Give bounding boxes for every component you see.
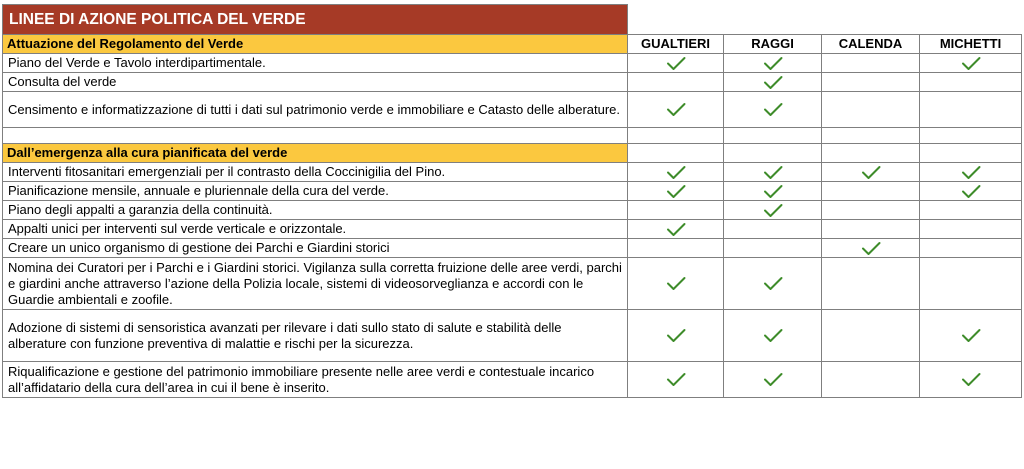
empty-cell <box>920 92 1022 128</box>
checkmark-cell <box>628 310 724 362</box>
empty-cell <box>822 73 920 92</box>
checkmark-icon <box>666 184 686 199</box>
checkmark-icon <box>763 203 783 218</box>
empty-cell <box>3 128 628 144</box>
checkmark-cell <box>628 54 724 73</box>
checkmark-icon <box>763 102 783 117</box>
checkmark-icon <box>961 328 981 343</box>
checkmark-icon <box>961 184 981 199</box>
policy-description: Appalti unici per interventi sul verde verticale e orizzontale. <box>3 220 628 239</box>
checkmark-icon <box>763 56 783 71</box>
checkmark-cell <box>628 92 724 128</box>
policy-row <box>3 54 1022 73</box>
candidate-header: CALENDA <box>822 35 920 54</box>
policy-row <box>3 310 1022 362</box>
empty-cell <box>822 144 920 163</box>
empty-cell <box>822 310 920 362</box>
empty-cell <box>920 128 1022 144</box>
section-heading: Attuazione del Regolamento del Verde <box>3 35 628 54</box>
empty-cell <box>628 73 724 92</box>
title-row <box>3 5 1022 35</box>
checkmark-icon <box>666 165 686 180</box>
policy-row <box>3 362 1022 398</box>
policy-description: Adozione di sistemi di sensoristica avanzati per rilevare i dati sullo stato di salute e stabilità delle alberature con funzione preventiva di malattie e rischi per la sicurezza. <box>3 310 628 362</box>
candidate-header: MICHETTI <box>920 35 1022 54</box>
policy-row <box>3 163 1022 182</box>
empty-cell <box>920 258 1022 310</box>
checkmark-cell <box>724 201 822 220</box>
empty-cell <box>724 239 822 258</box>
empty-cell <box>822 92 920 128</box>
policy-description: Interventi fitosanitari emergenziali per il contrasto della Coccinigilia del Pino. <box>3 163 628 182</box>
empty-cell <box>822 54 920 73</box>
policy-row <box>3 239 1022 258</box>
checkmark-icon <box>666 56 686 71</box>
empty-cell <box>628 128 724 144</box>
checkmark-cell <box>724 310 822 362</box>
checkmark-icon <box>763 276 783 291</box>
empty-cell <box>822 182 920 201</box>
checkmark-icon <box>666 102 686 117</box>
empty-cell <box>628 239 724 258</box>
candidate-header: GUALTIERI <box>628 35 724 54</box>
empty-cell <box>920 239 1022 258</box>
spacer-row <box>3 128 1022 144</box>
checkmark-cell <box>920 54 1022 73</box>
checkmark-cell <box>724 182 822 201</box>
empty-cell <box>628 5 724 35</box>
empty-cell <box>822 128 920 144</box>
policy-description: Consulta del verde <box>3 73 628 92</box>
policy-row <box>3 201 1022 220</box>
empty-cell <box>724 220 822 239</box>
checkmark-cell <box>724 54 822 73</box>
checkmark-cell <box>724 258 822 310</box>
checkmark-cell <box>628 362 724 398</box>
checkmark-cell <box>920 310 1022 362</box>
checkmark-cell <box>920 362 1022 398</box>
empty-cell <box>724 5 1022 35</box>
checkmark-icon <box>763 372 783 387</box>
section-heading: Dall’emergenza alla cura pianificata del verde <box>3 144 628 163</box>
section-header-row <box>3 144 1022 163</box>
checkmark-cell <box>920 163 1022 182</box>
checkmark-icon <box>666 372 686 387</box>
policy-row <box>3 182 1022 201</box>
checkmark-cell <box>628 182 724 201</box>
checkmark-cell <box>724 163 822 182</box>
checkmark-icon <box>666 328 686 343</box>
checkmark-icon <box>861 241 881 256</box>
empty-cell <box>822 220 920 239</box>
checkmark-icon <box>961 372 981 387</box>
empty-cell <box>724 144 822 163</box>
checkmark-cell <box>920 182 1022 201</box>
section-header-row <box>3 35 1022 54</box>
checkmark-cell <box>724 73 822 92</box>
checkmark-icon <box>763 184 783 199</box>
policy-description: Nomina dei Curatori per i Parchi e i Giardini storici. Vigilanza sulla corretta fruizione delle aree verdi, parchi e giardini anche attraverso l’azione della Polizia locale, sistemi di videosorveglianza e accordi con le Guardie ambientali e zoofile. <box>3 258 628 310</box>
policy-comparison-table <box>2 4 1022 398</box>
checkmark-cell <box>724 362 822 398</box>
checkmark-icon <box>961 165 981 180</box>
table-title: LINEE DI AZIONE POLITICA DEL VERDE <box>3 5 628 35</box>
empty-cell <box>822 362 920 398</box>
checkmark-icon <box>763 165 783 180</box>
policy-description: Pianificazione mensile, annuale e pluriennale della cura del verde. <box>3 182 628 201</box>
checkmark-cell <box>822 163 920 182</box>
candidate-header: RAGGI <box>724 35 822 54</box>
checkmark-cell <box>628 163 724 182</box>
checkmark-icon <box>763 328 783 343</box>
policy-description: Riqualificazione e gestione del patrimonio immobiliare presente nelle aree verdi e contestuale incarico all’affidatario della cura dell’area in cui il bene è inserito. <box>3 362 628 398</box>
policy-row <box>3 73 1022 92</box>
checkmark-icon <box>961 56 981 71</box>
policy-description: Piano degli appalti a garanzia della continuità. <box>3 201 628 220</box>
empty-cell <box>822 258 920 310</box>
checkmark-icon <box>666 276 686 291</box>
policy-row <box>3 92 1022 128</box>
checkmark-icon <box>763 75 783 90</box>
empty-cell <box>920 144 1022 163</box>
checkmark-icon <box>666 222 686 237</box>
checkmark-icon <box>861 165 881 180</box>
checkmark-cell <box>724 92 822 128</box>
empty-cell <box>724 128 822 144</box>
empty-cell <box>920 201 1022 220</box>
policy-description: Piano del Verde e Tavolo interdipartimentale. <box>3 54 628 73</box>
policy-row <box>3 258 1022 310</box>
empty-cell <box>628 201 724 220</box>
policy-description: Censimento e informatizzazione di tutti i dati sul patrimonio verde e immobiliare e Catasto delle alberature. <box>3 92 628 128</box>
empty-cell <box>920 220 1022 239</box>
empty-cell <box>920 73 1022 92</box>
checkmark-cell <box>628 220 724 239</box>
policy-description: Creare un unico organismo di gestione dei Parchi e Giardini storici <box>3 239 628 258</box>
checkmark-cell <box>628 258 724 310</box>
policy-row <box>3 220 1022 239</box>
checkmark-cell <box>822 239 920 258</box>
empty-cell <box>628 144 724 163</box>
empty-cell <box>822 201 920 220</box>
